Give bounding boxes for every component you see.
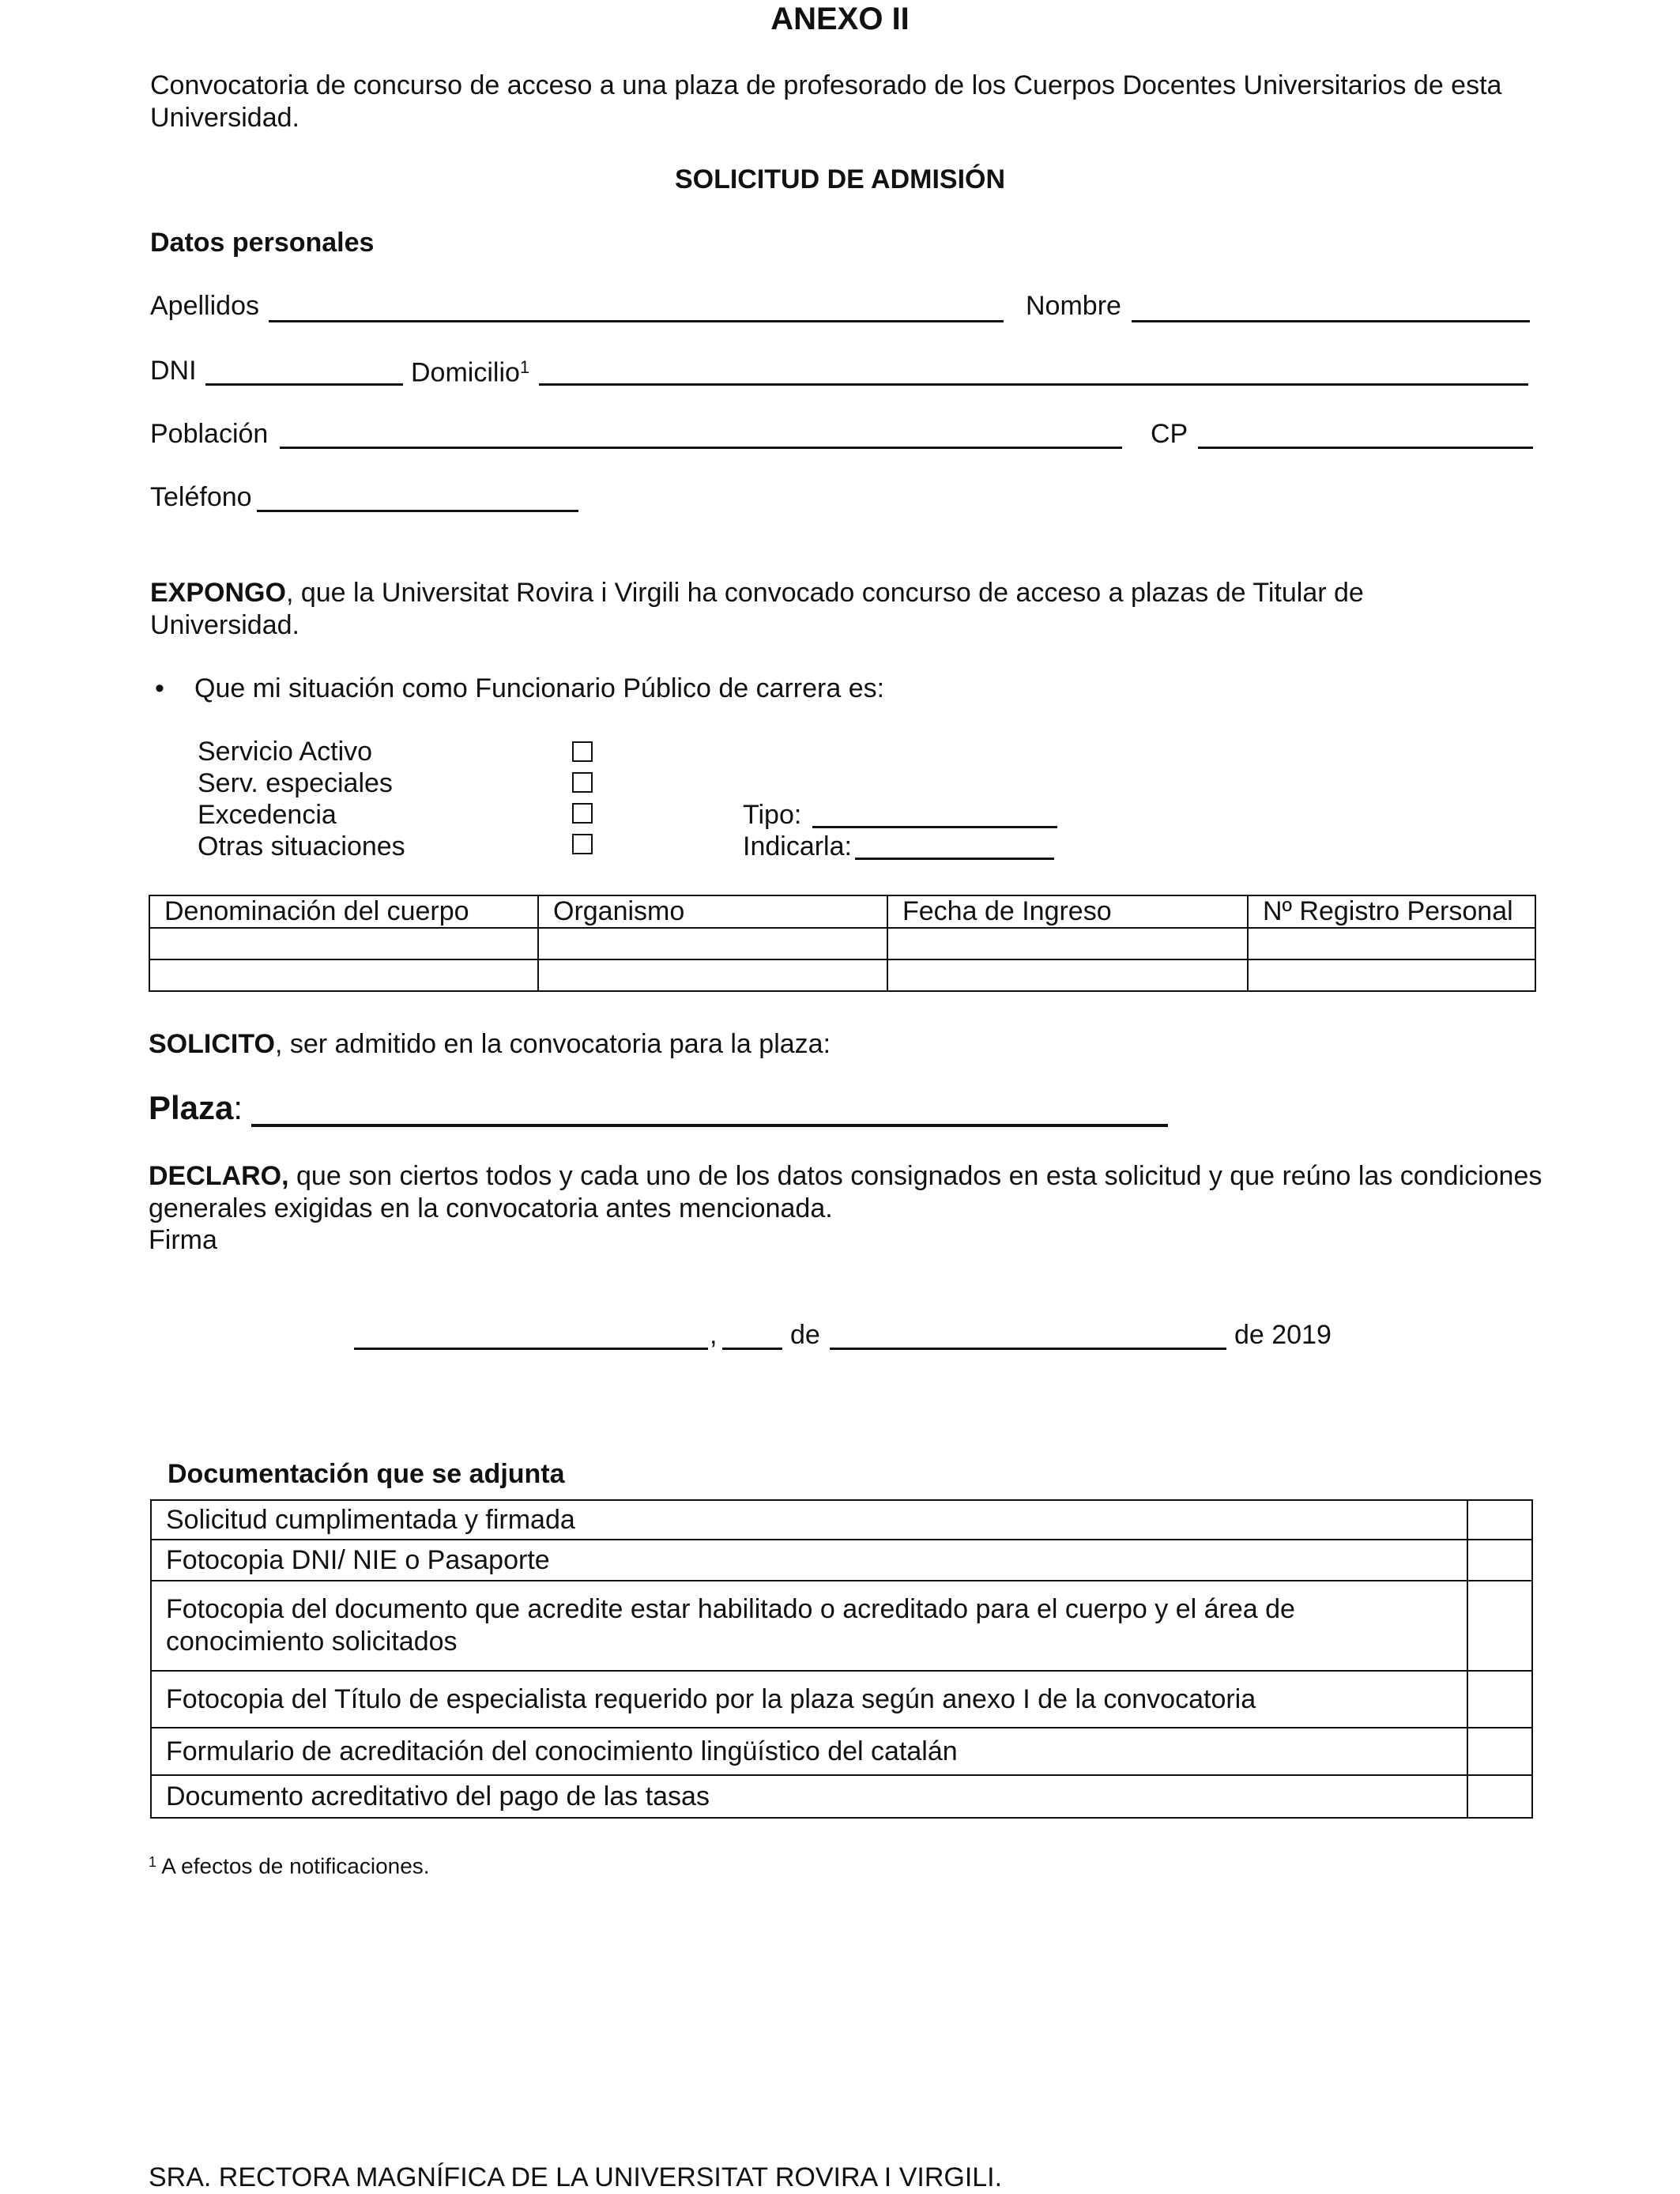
domicilio-field[interactable] [539, 383, 1528, 386]
footer-addressee: SRA. RECTORA MAGNÍFICA DE LA UNIVERSITAT ROVIRA I VIRGILI. [149, 2162, 1003, 2192]
nombre-field[interactable] [1132, 320, 1530, 322]
table-cell[interactable] [1248, 928, 1535, 959]
table-row [151, 1775, 1532, 1818]
day-field[interactable] [722, 1348, 782, 1350]
cp-field[interactable] [1198, 447, 1533, 449]
poblacion-field[interactable] [280, 447, 1122, 449]
footnote-ref: 1 [519, 357, 530, 377]
page-title: ANEXO II [770, 2, 910, 36]
option-serv-especiales: Serv. especiales [198, 768, 393, 798]
table-cell[interactable] [887, 928, 1248, 959]
apellidos-label: Apellidos [150, 291, 259, 321]
situacion-text: Que mi situación como Funcionario Público de carrera es: [194, 673, 885, 703]
checkbox-serv-especiales[interactable] [572, 772, 593, 793]
dni-label: DNI [150, 356, 197, 386]
documentation-table [150, 1499, 1533, 1819]
documentation-heading: Documentación que se adjunta [168, 1459, 565, 1489]
bullet-icon: • [155, 673, 164, 703]
poblacion-label: Población [150, 419, 269, 449]
dni-field[interactable] [205, 383, 403, 386]
table-header-row [149, 895, 1535, 928]
cp-label: CP [1151, 419, 1188, 449]
apellidos-field[interactable] [269, 320, 1004, 322]
checkbox-excedencia[interactable] [572, 803, 593, 824]
column-header: Fecha de Ingreso [887, 895, 1248, 928]
cuerpo-table [149, 895, 1536, 992]
place-field[interactable] [354, 1348, 708, 1350]
option-servicio-activo: Servicio Activo [198, 737, 373, 767]
column-header: Denominación del cuerpo [149, 895, 538, 928]
firma-label: Firma [149, 1225, 217, 1255]
table-row [149, 928, 1535, 959]
nombre-label: Nombre [1026, 291, 1121, 321]
column-header: Organismo [538, 895, 887, 928]
plaza-field[interactable] [251, 1124, 1168, 1127]
footnote: $^1$ A efectos de notificaciones. [149, 1853, 430, 1879]
document-checkbox[interactable] [1467, 1540, 1532, 1581]
indicarla-label: Indicarla: [743, 831, 852, 861]
document-item: Fotocopia del Título de especialista requerido por la plaza según anexo I de la convocatoria [151, 1671, 1467, 1728]
document-checkbox[interactable] [1467, 1775, 1532, 1818]
table-row [151, 1540, 1532, 1581]
telefono-label: Teléfono [150, 482, 252, 512]
date-de-label: de [790, 1320, 820, 1350]
table-row [151, 1728, 1532, 1775]
form-subtitle: SOLICITUD DE ADMISIÓN [674, 164, 1006, 194]
tipo-field[interactable] [812, 826, 1057, 828]
table-cell[interactable] [538, 959, 887, 991]
indicarla-field[interactable] [855, 858, 1054, 860]
date-comma: , [710, 1320, 718, 1350]
plaza-label: Plaza: [149, 1089, 243, 1126]
table-cell[interactable] [149, 959, 538, 991]
table-row [151, 1581, 1532, 1671]
document-item: Documento acreditativo del pago de las tasas [151, 1775, 1467, 1818]
option-excedencia: Excedencia [198, 800, 337, 830]
document-checkbox[interactable] [1467, 1500, 1532, 1540]
option-otras-situaciones: Otras situaciones [198, 831, 405, 861]
intro-text: Convocatoria de concurso de acceso a una plaza de profesorado de los Cuerpos Docentes Universitarios de esta Universidad. [150, 70, 1502, 133]
checkbox-otras-situaciones[interactable] [572, 834, 593, 854]
expongo-paragraph: EXPONGO, que la Universitat Rovira i Virgili ha convocado concurso de acceso a plazas de Titular de Universidad. [150, 578, 1364, 640]
document-checkbox[interactable] [1467, 1581, 1532, 1671]
column-header: Nº Registro Personal [1248, 895, 1535, 928]
month-field[interactable] [830, 1348, 1226, 1350]
table-row [149, 959, 1535, 991]
table-cell[interactable] [538, 928, 887, 959]
solicito-paragraph: SOLICITO, ser admitido en la convocatoria para la plaza: [149, 1029, 831, 1059]
checkbox-servicio-activo[interactable] [572, 741, 593, 762]
table-cell[interactable] [149, 928, 538, 959]
tipo-label: Tipo: [743, 800, 802, 830]
table-row [151, 1500, 1532, 1540]
table-cell[interactable] [1248, 959, 1535, 991]
date-year-label: de 2019 [1234, 1320, 1332, 1350]
document-checkbox[interactable] [1467, 1671, 1532, 1728]
declaro-paragraph: DECLARO, que son ciertos todos y cada uno de los datos consignados en esta solicitud y que reúno las condiciones generales exigidas en la convocatoria antes mencionada. [149, 1161, 1543, 1223]
table-row [151, 1671, 1532, 1728]
telefono-field[interactable] [257, 510, 578, 512]
document-item: Solicitud cumplimentada y firmada [151, 1500, 1467, 1540]
table-cell[interactable] [887, 959, 1248, 991]
document-item: Formulario de acreditación del conocimiento lingüístico del catalán [151, 1728, 1467, 1775]
document-item: Fotocopia DNI/ NIE o Pasaporte [151, 1540, 1467, 1581]
domicilio-label: Domicilio$^1$ [411, 357, 530, 388]
document-item: Fotocopia del documento que acredite estar habilitado o acreditado para el cuerpo y el área de conocimiento solicitados [151, 1581, 1467, 1671]
personal-data-heading: Datos personales [150, 228, 375, 258]
document-checkbox[interactable] [1467, 1728, 1532, 1775]
